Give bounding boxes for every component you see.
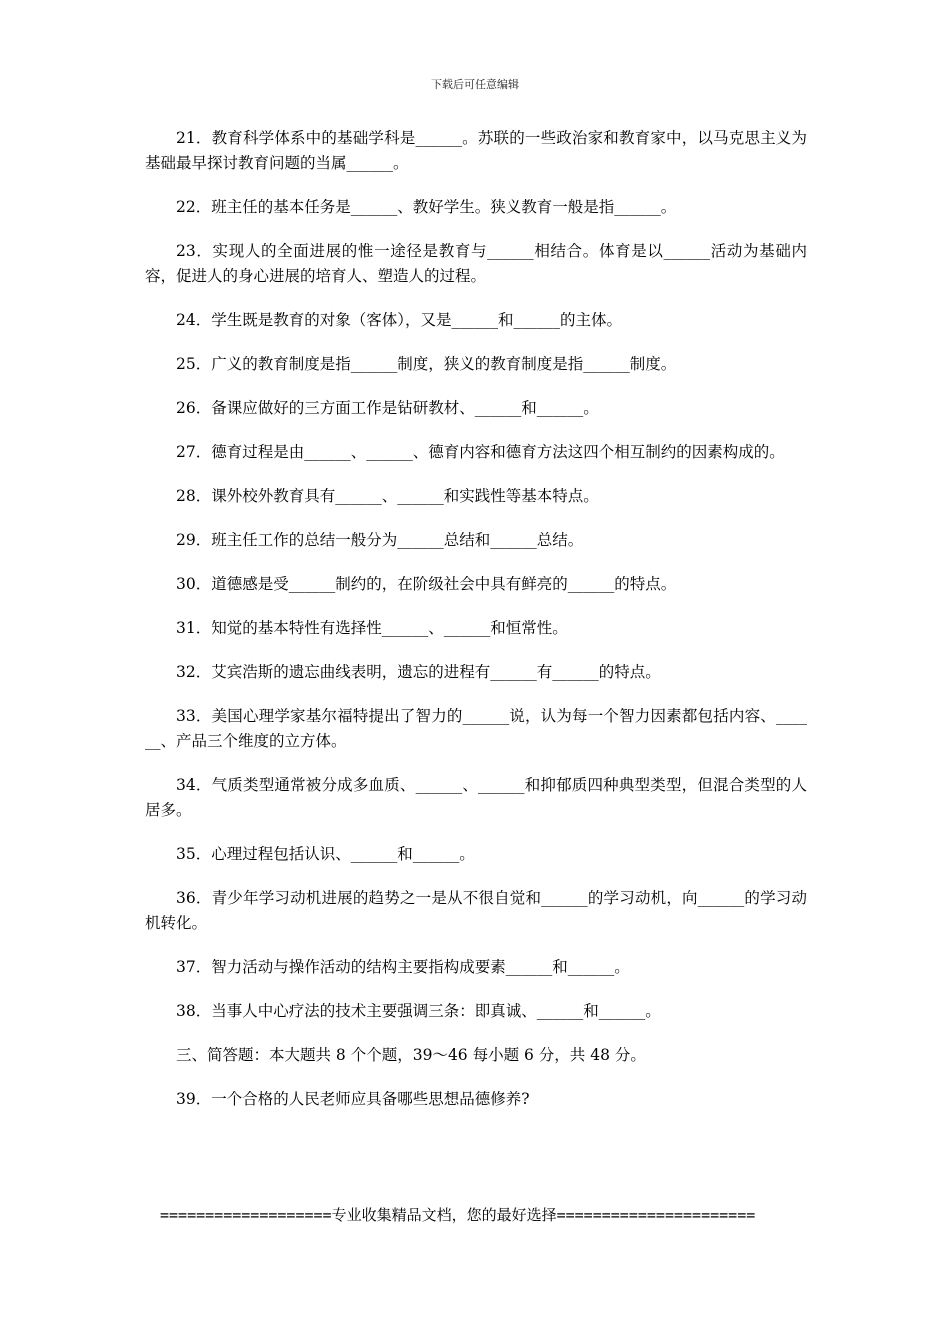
- question-32: 32．艾宾浩斯的遗忘曲线表明，遗忘的进程有______有______的特点。: [176, 663, 661, 681]
- question-27: 27．德育过程是由______、______、德育内容和德育方法这四个相互制约的因素构成的。: [176, 443, 785, 461]
- question-39: 39．一个合格的人民老师应具备哪些思想品德修养?: [176, 1090, 530, 1108]
- question-35: 35．心理过程包括认识、______和______。: [176, 845, 475, 863]
- page-footer: ===================专业收集精品文档，您的最好选择======================: [160, 1206, 756, 1224]
- section-heading-short-answer: 三、简答题：本大题共 8 个个题，39～46 每小题 6 分，共 48 分。: [176, 1046, 646, 1064]
- question-26: 26．备课应做好的三方面工作是钻研教材、______和______。: [176, 399, 599, 417]
- question-24: 24．学生既是教育的对象（客体），又是______和______的主体。: [176, 311, 622, 329]
- question-28: 28．课外校外教育具有______、______和实践性等基本特点。: [176, 487, 599, 505]
- question-31: 31．知觉的基本特性有选择性______、______和恒常性。: [176, 619, 568, 637]
- question-23: 23．实现人的全面进展的惟一途径是教育与______相结合。体育是以______活动为基础内容，促进人的身心进展的培育人、塑造人的过程。: [145, 242, 807, 285]
- page-header: 下载后可任意编辑: [431, 78, 519, 91]
- question-21: 21．教育科学体系中的基础学科是______。苏联的一些政治家和教育家中，以马克思主义为基础最早探讨教育问题的当属______。: [145, 129, 807, 172]
- question-34: 34．气质类型通常被分成多血质、______、______和抑郁质四种典型类型，但混合类型的人居多。: [145, 776, 807, 819]
- question-37: 37．智力活动与操作活动的结构主要指构成要素______和______。: [176, 958, 630, 976]
- question-29: 29．班主任工作的总结一般分为______总结和______总结。: [176, 531, 584, 549]
- question-33: 33．美国心理学家基尔福特提出了智力的______说，认为每一个智力因素都包括内容、______、产品三个维度的立方体。: [145, 707, 807, 750]
- question-30: 30．道德感是受______制约的，在阶级社会中具有鲜亮的______的特点。: [176, 575, 677, 593]
- question-25: 25．广义的教育制度是指______制度，狭义的教育制度是指______制度。: [176, 355, 677, 373]
- question-22: 22．班主任的基本任务是______、教好学生。狭义教育一般是指______。: [176, 198, 677, 216]
- question-38: 38．当事人中心疗法的技术主要强调三条：即真诚、______和______。: [176, 1002, 661, 1020]
- document-body: [145, 126, 807, 1131]
- question-36: 36．青少年学习动机进展的趋势之一是从不很自觉和______的学习动机，向______的学习动机转化。: [145, 889, 807, 932]
